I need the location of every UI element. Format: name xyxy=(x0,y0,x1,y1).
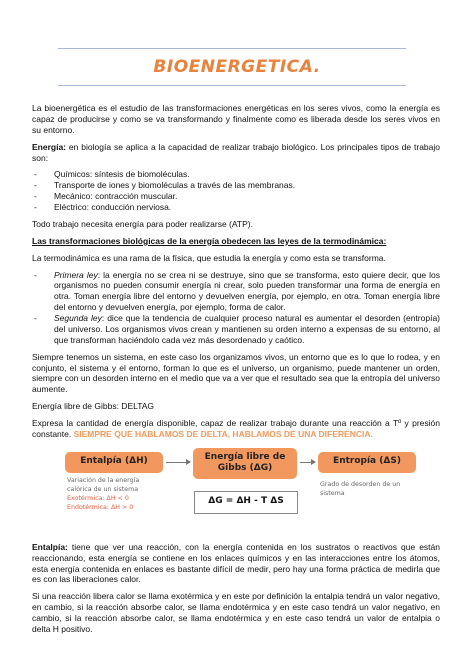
gibbs-box-line2: Gibbs (ΔG) xyxy=(217,463,273,474)
entalpia-note xyxy=(67,476,177,513)
sistema-paragraph: Siempre tenemos un sistema, en este caso los organizamos vivos, un entorno que es lo que lo rodea, y en conjunto, el sistema y el entorno, forman lo que es el universo, un organismo, puede mantener un orden, siempre con un desorden interno en el medio que va a ver que el resultado sea que la entropía del universo aumente. xyxy=(32,351,440,395)
title-rule xyxy=(58,85,406,86)
laws-list xyxy=(32,270,440,346)
entalpia-note-line2: calórica de un sistema xyxy=(67,485,139,493)
gibbs-box-line1: Energía libre de xyxy=(204,452,286,463)
final-paragraph: Si una reacción libera calor se llama exotérmica y en este por definición la entalpia tendrá un valor negativo, en cambio, si la reacción absorbe calor, se llama endotérmica y en este caso tendrá un valor negativo, en cambio, si la reacción absorbe calor, se llama endotérmica y en este caso tendrá un valor de entalpia o delta H positivo. xyxy=(32,591,440,634)
list-item: - Transporte de iones y biomoléculas a través de las membranas. xyxy=(32,180,440,191)
intro-paragraph: La bioenergética es el estudio de las transformaciones energéticas en los seres vivos, como la energía es capaz de producirse y como se va transformando y finalmente como es liberada desde los seres vivos en su entorno. xyxy=(32,103,440,135)
document-body xyxy=(32,103,440,641)
atp-paragraph: Todo trabajo necesita energía para poder realizarse (ATP). xyxy=(32,218,253,229)
endothermic-note: Endotérmica: ΔH > 0 xyxy=(67,504,134,512)
top-rule xyxy=(58,48,406,49)
entropia-box: Entropía (ΔS) xyxy=(318,452,416,473)
gibbs-box xyxy=(193,448,297,479)
gibbs-line: Energía libre de Gibbs: DELTAG xyxy=(32,401,155,412)
first-law-text: : la energía no se crea ni se destruye, sino que se transforma, esto quiere decir, que los organismos no pueden consumir energía ni crear, solo pueden transformar una forma de energía en otra. Toman energía libre del entorno y devuelven energía, por ejemplo, en otra. Toman energía libre del entorno y devuelven energía, por ejemplo, forma de calor. xyxy=(54,269,441,313)
expresa-text: Expresa la cantidad de energía disponible, capaz de realizar trabajo durante una reacción a Tº y presión constante. xyxy=(32,418,440,439)
entropia-note-line2: sistema xyxy=(320,489,345,497)
entropia-note-line1: Grado de desorden de un xyxy=(320,480,401,488)
list-item: - Eléctrico: conducción nerviosa. xyxy=(32,202,440,213)
thermo-heading: Las transformaciones biológicas de la energía obedecen las leyes de la termodinámica: xyxy=(32,235,387,246)
entalpia-paragraph xyxy=(32,542,440,586)
expresa-accent: SIEMPRE QUE HABLAMOS DE DELTA, HABLAMOS DE UNA DIFERENCIA. xyxy=(73,428,373,439)
energia-paragraph xyxy=(32,142,440,164)
page-title: BIOENERGETICA. xyxy=(153,57,321,77)
second-law-label: Segunda ley xyxy=(54,313,102,323)
first-law-item xyxy=(32,270,440,314)
second-law-item xyxy=(32,313,440,346)
list-item: - Mecánico: contracción muscular. xyxy=(32,191,440,202)
entalpia-label: Entalpía: xyxy=(32,541,68,552)
gibbs-diagram xyxy=(32,446,440,534)
first-law-label: Primera ley xyxy=(54,269,98,280)
entropia-note xyxy=(320,480,430,498)
thermo-intro: La termodinámica es una rama de la física, que estudia la energía y como esta se transforma. xyxy=(32,252,386,263)
exothermic-note: Exotérmica: ΔH < 0 xyxy=(67,495,129,502)
entalpia-text: tiene que ver una reacción, con la energía contenida en los sustratos o reactivos que están reaccionando, esta energía se contiene en los enlaces químicos y en las interacciones entre los átomos, esta energía contenida en enlaces es bastante difícil de medir, pero hay una forma práctica de medirla que es con las liberaciones calor. xyxy=(32,541,440,585)
gibbs-formula: ΔG = ΔH - T ΔS xyxy=(194,491,298,514)
second-law-text: : dice que la tendencia de cualquier proceso natural es aumentar el desorden (entropía) del universo. Los organismos vivos crean y mantienen su orden interno a expensas de su entorno, al que transforman haciéndolo cada vez más desordenado y caótico. xyxy=(54,313,441,345)
expresa-paragraph xyxy=(32,418,440,440)
arrow-right-icon xyxy=(166,462,190,463)
energia-label: Energía: xyxy=(32,141,67,152)
list-item: - Químicos: síntesis de biomoléculas. xyxy=(32,169,440,180)
entalpia-note-line1: Variación de la energía xyxy=(67,476,140,484)
arrow-right-icon xyxy=(300,462,315,463)
energia-text: en biología se aplica a la capacidad de realizar trabajo biológico. Los principales tipos de trabajo son: xyxy=(32,141,440,163)
entalpia-box: Entalpía (ΔH) xyxy=(65,452,163,473)
work-types-list xyxy=(32,169,440,213)
